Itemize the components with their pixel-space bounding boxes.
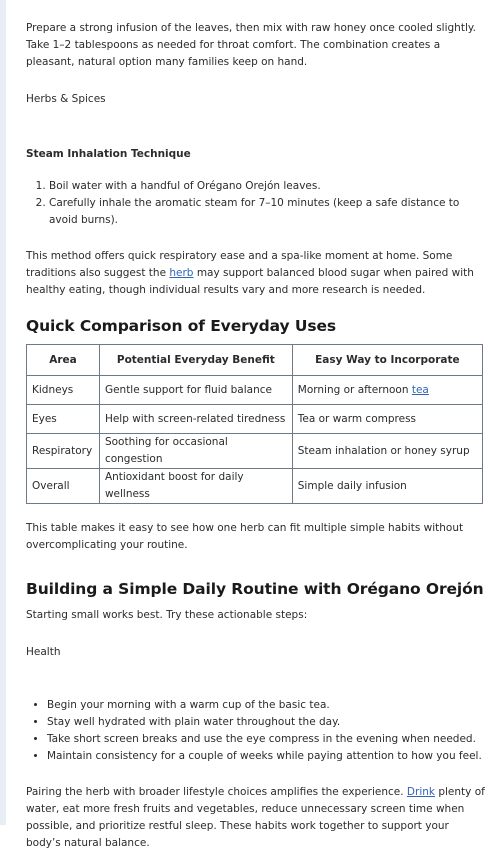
table-cell: Kidneys xyxy=(27,376,100,405)
steam-paragraph xyxy=(26,248,486,299)
table-cell: Tea or warm compress xyxy=(292,405,482,434)
list-item: • Begin your morning with a warm cup of the basic tea. xyxy=(47,697,486,714)
category-link-health[interactable]: Health xyxy=(26,646,61,658)
table-cell: Simple daily infusion xyxy=(292,469,482,504)
table-cell: Respiratory xyxy=(27,434,100,469)
column-header: Potential Everyday Benefit xyxy=(99,345,292,376)
paragraph-text: may support balanced blood sugar when paired with healthy eating, though individual results vary and more research is needed. xyxy=(26,267,474,296)
article-body xyxy=(26,14,486,852)
list-item: • Take short screen breaks and use the eye compress in the evening when needed. xyxy=(47,731,486,748)
table-cell: Overall xyxy=(27,469,100,504)
table-row xyxy=(27,434,483,469)
comparison-table xyxy=(26,344,483,504)
steam-steps-list xyxy=(26,178,486,229)
table-cell: Help with screen-related tiredness xyxy=(99,405,292,434)
list-item: • Maintain consistency for a couple of weeks while paying attention to how you feel. xyxy=(47,748,486,765)
final-paragraph xyxy=(26,784,486,852)
list-item: • Stay well hydrated with plain water throughout the day. xyxy=(47,714,486,731)
table-cell: Gentle support for fluid balance xyxy=(99,376,292,405)
table-header-row xyxy=(27,345,483,376)
table-cell: Eyes xyxy=(27,405,100,434)
steam-heading: Steam Inhalation Technique xyxy=(26,148,191,160)
routine-heading: Building a Simple Daily Routine with Orégano Orejón xyxy=(26,580,484,598)
tea-link[interactable]: tea xyxy=(411,383,429,396)
category-link-herbs-spices[interactable]: Herbs & Spices xyxy=(26,93,106,105)
left-margin-bar xyxy=(0,0,6,825)
column-header: Easy Way to Incorporate xyxy=(292,345,482,376)
list-item: 2. Carefully inhale the aromatic steam for 7–10 minutes (keep a safe distance to avoid burns). xyxy=(49,195,486,229)
intro-paragraph: Prepare a strong infusion of the leaves, then mix with raw honey once cooled slightly. Take 1–2 tablespoons as needed for throat comfort. The combination creates a pleasant, natural option many families keep on hand. xyxy=(26,22,476,68)
list-item: 1. Boil water with a handful of Orégano Orejón leaves. xyxy=(49,178,486,195)
table-row xyxy=(27,376,483,405)
routine-intro: Starting small works best. Try these actionable steps: xyxy=(26,609,308,621)
paragraph-text: plenty of water, eat more fresh fruits and vegetables, reduce unnecessary screen time when possible, and prioritize restful sleep. These habits work together to support your body’s natural balance. xyxy=(26,786,485,849)
paragraph-text: Pairing the herb with broader lifestyle choices amplifies the experience. xyxy=(26,786,407,798)
cell-text: Morning or afternoon xyxy=(297,383,412,396)
herb-link[interactable]: herb xyxy=(169,267,194,279)
table-cell xyxy=(292,376,482,405)
column-header: Area xyxy=(27,345,100,376)
comparison-heading: Quick Comparison of Everyday Uses xyxy=(26,317,336,335)
routine-steps-list xyxy=(26,697,486,765)
table-cell: Steam inhalation or honey syrup xyxy=(292,434,482,469)
table-cell: Antioxidant boost for daily wellness xyxy=(99,469,292,504)
table-row xyxy=(27,469,483,504)
table-summary-paragraph: This table makes it easy to see how one herb can fit multiple simple habits without overcomplicating your routine. xyxy=(26,522,464,551)
table-cell: Soothing for occasional congestion xyxy=(99,434,292,469)
paragraph-text: This method offers quick respiratory ease and a spa-like moment at home. Some traditions also suggest the xyxy=(26,250,453,279)
table-row xyxy=(27,405,483,434)
drink-link[interactable]: Drink xyxy=(406,786,435,798)
